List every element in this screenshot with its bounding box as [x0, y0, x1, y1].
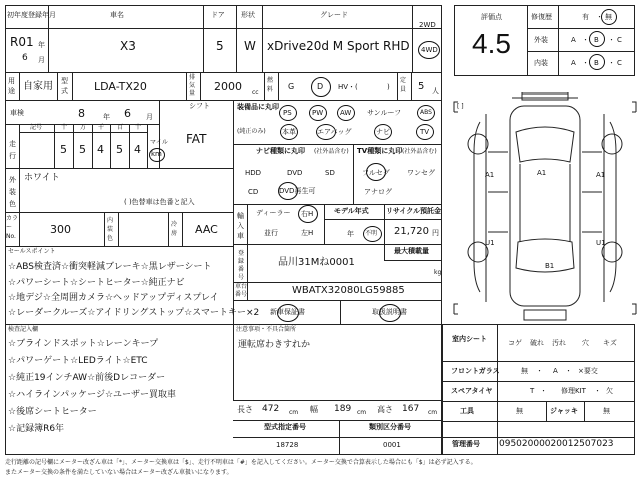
- spare-tire-label: スペアタイヤ: [451, 387, 493, 395]
- height-label: 高さ: [377, 405, 393, 414]
- repair-yes: 有: [582, 13, 589, 21]
- shift-value: FAT: [186, 132, 207, 146]
- sales-line-2: ☆パワーシート☆シートヒーター☆純正ナビ: [8, 278, 185, 288]
- first-reg-label: 初年度登録年月: [7, 11, 56, 19]
- sales-line-4: ☆レーダークルーズ☆アイドリングストップ☆スマートキー×2: [8, 308, 260, 318]
- management-value: 09502000020012507023: [499, 439, 614, 449]
- displacement-label: 排気量: [189, 74, 196, 97]
- drive-4wd: 4WD: [421, 46, 438, 54]
- fuel-label: 燃料: [267, 77, 274, 93]
- first-reg-month: 6: [22, 53, 28, 63]
- import-dealer: ディーラー: [256, 209, 291, 217]
- repair-dot: ・: [596, 13, 603, 21]
- digit-5: 4: [134, 143, 141, 156]
- notes-label: 注意事項・不具合箇所: [236, 326, 297, 333]
- diag-u1-right: U1: [596, 239, 606, 247]
- import-parallel: 並行: [264, 229, 278, 237]
- inspector-line-1: ☆ブラインドスポット☆レーンキープ: [8, 339, 159, 349]
- digit-header-juu: 十: [135, 124, 142, 131]
- int-dot2: ・: [608, 59, 615, 67]
- inspector-label: 検査記入欄: [8, 326, 39, 333]
- diag-a1-left: A1: [485, 171, 495, 179]
- first-reg-month-unit: 月: [38, 56, 45, 64]
- recycle-value: 21,720: [394, 226, 429, 237]
- spare-dot2: ・: [594, 387, 601, 395]
- ext-a: A: [571, 36, 576, 44]
- diag-b1: B1: [545, 262, 555, 270]
- inspection-month-unit: 月: [146, 113, 153, 121]
- diag-a1-right: A1: [596, 171, 606, 179]
- fuel-g: G: [288, 82, 295, 91]
- car-diagram: [452, 92, 638, 324]
- spare-kit: 修理KIT: [561, 387, 586, 395]
- navi-sublabel: (社外品含む): [314, 148, 349, 155]
- equip-navi: ナビ: [376, 128, 390, 136]
- int-label: 内装: [534, 59, 548, 67]
- drive-2wd: 2WD: [419, 21, 436, 29]
- class-no-label: 類別区分番号: [369, 423, 411, 431]
- displacement-unit: cc: [252, 89, 259, 96]
- shape-label: 形状: [241, 11, 255, 19]
- plate-value: 品川31Mね0001: [278, 257, 355, 268]
- footer-line-1: 走行距離の記号欄にメーター改ざん車は「*」、メーター交換車は「$」、走行不明車は「#」を記入してください。メーター交換で合算表示した場合にも「$」は必ず記入する。: [5, 459, 477, 466]
- equip-abs: ABS: [420, 109, 432, 116]
- int-a: A: [571, 59, 576, 67]
- ext-dot1: ・: [582, 36, 589, 44]
- tv-label: TV種類に丸印: [357, 147, 403, 155]
- tools-value: 無: [516, 407, 523, 415]
- length-label: 長さ: [237, 405, 253, 414]
- run-label: 走行: [9, 140, 16, 160]
- spare-t: T: [530, 387, 535, 395]
- equip-tv: TV: [420, 128, 430, 136]
- digit-header-sen: 千: [98, 124, 105, 131]
- capacity-unit: 人: [432, 87, 439, 95]
- width-label: 幅: [310, 405, 318, 414]
- new-warranty: 新車保証書: [270, 308, 305, 316]
- displacement-value: 2000: [214, 80, 242, 93]
- ext-b: B: [594, 36, 599, 44]
- fuel-hv: HV・(: [338, 83, 358, 91]
- glass-dot2: ・: [565, 367, 572, 375]
- equipment-label: 装備品に丸印: [237, 103, 279, 111]
- inspector-line-2: ☆パワーゲート☆LEDライト☆ETC: [8, 356, 148, 366]
- shift-label: シフト: [189, 102, 210, 110]
- seat-scratch: キズ: [603, 339, 617, 347]
- tools-label: 工具: [460, 407, 474, 415]
- vin-value: WBATX32080LG59885: [292, 285, 405, 296]
- inspector-line-6: ☆記録簿R6年: [8, 424, 65, 434]
- seat-tear: 破れ: [530, 339, 544, 347]
- glass-a: A: [553, 367, 558, 375]
- glass-dot1: ・: [536, 367, 543, 375]
- ext-c: C: [617, 36, 622, 44]
- digit-4: 5: [116, 143, 123, 156]
- inspection-month: 6: [124, 107, 131, 120]
- navi-dvd: DVD: [287, 169, 303, 177]
- recycle-unit: 円: [432, 229, 439, 237]
- car-name: X3: [120, 39, 136, 53]
- seat-hole: 穴: [582, 339, 589, 347]
- vin-label: 車台番号: [235, 283, 248, 298]
- use-label: 用途: [8, 77, 15, 95]
- tv-sublabel: (社外品含む): [402, 148, 437, 155]
- manual: 取扱説明書: [372, 308, 407, 316]
- color-no-value: 300: [50, 223, 71, 236]
- ext-label: 外装: [534, 36, 548, 44]
- digit-header-code: 記号: [30, 124, 43, 131]
- management-label: 管理番号: [452, 440, 480, 448]
- inspector-line-4: ☆ハイラインパッケージ☆ユーザー買取車: [8, 390, 177, 400]
- jack-label: ジャッキ: [550, 407, 578, 415]
- sales-point-label: セールスポイント: [8, 248, 56, 255]
- navi-sd: SD: [325, 169, 335, 177]
- digit-1: 5: [60, 143, 67, 156]
- front-glass-label: フロントガラス: [451, 367, 500, 375]
- digit-header-10man: 十: [61, 124, 68, 131]
- capacity-label: 定員: [400, 77, 407, 93]
- exterior-value: ホワイト: [24, 173, 60, 183]
- model-year-unknown: 不明: [365, 230, 378, 237]
- tv-oneseg: ワンセグ: [407, 169, 435, 177]
- int-dot1: ・: [582, 59, 589, 67]
- digit-header-hyaku: 百: [117, 124, 124, 131]
- digit-3: 4: [97, 143, 104, 156]
- plate-label: 登録番号: [238, 250, 245, 281]
- tv-fullseg: フルセグ: [362, 169, 390, 177]
- navi-label: ナビ種類に丸印: [256, 147, 305, 155]
- model-value: LDA-TX20: [94, 80, 147, 93]
- int-c: C: [617, 59, 622, 67]
- model-year-label: モデル年式: [334, 207, 369, 215]
- shape-value: W: [244, 39, 256, 53]
- grade-value: xDrive20d M Sport RHD: [267, 39, 410, 53]
- first-reg-year: R01: [10, 35, 34, 49]
- exterior-label: 外装色: [9, 176, 16, 208]
- int-b: B: [594, 59, 599, 67]
- use-value: 自家用: [23, 81, 53, 92]
- inspection-label: 車検: [10, 109, 24, 117]
- import-right: 右H: [301, 210, 314, 218]
- navi-dvd-play: DVD再生可: [279, 187, 316, 195]
- unit-mile: マイル: [150, 139, 168, 146]
- ext-dot2: ・: [608, 36, 615, 44]
- equip-leather: 本革: [282, 128, 296, 136]
- width-value: 189: [334, 404, 352, 414]
- equip-airbag: エアバッグ: [317, 128, 352, 136]
- width-unit: cm: [357, 409, 367, 416]
- import-left: 左H: [301, 229, 314, 237]
- repair-label: 修復歴: [531, 13, 552, 21]
- ac-label: 冷房: [171, 221, 178, 237]
- color-no-label: カラーNo.: [6, 215, 19, 240]
- sales-line-3: ☆地デジ☆全周囲カメラ☆ヘッドアップディスプレイ: [8, 293, 219, 303]
- interior-seat-label: 室内シート: [452, 335, 487, 343]
- first-reg-unit: 年: [38, 41, 45, 49]
- max-load-label: 最大積載量: [394, 247, 429, 255]
- height-value: 167: [402, 404, 420, 414]
- car-name-label: 車名: [110, 11, 124, 19]
- equip-ps: PS: [283, 109, 292, 117]
- notes-value: 運転席わきすれか: [238, 340, 311, 350]
- exterior-note: ( )色替車は色番と記入: [124, 198, 195, 206]
- tv-analog: アナログ: [364, 188, 392, 196]
- ac-value: AAC: [195, 223, 218, 236]
- navi-hdd: HDD: [245, 169, 262, 177]
- grade-label: グレード: [320, 11, 348, 19]
- seat-burn: コゲ: [508, 339, 522, 347]
- fuel-d: D: [317, 82, 324, 91]
- glass-replace: ×要交: [578, 367, 598, 375]
- equip-pw: PW: [312, 109, 324, 117]
- max-load-unit: kg: [434, 269, 442, 276]
- diag-a1-center: A1: [537, 169, 547, 177]
- door-value: 5: [216, 39, 224, 53]
- score-value: 4.5: [472, 28, 511, 59]
- interior-color-label: 内装色: [107, 217, 114, 242]
- model-label: 型式: [61, 77, 68, 95]
- seat-stain: 汚れ: [552, 339, 566, 347]
- recycle-label: リサイクル預託金: [386, 207, 442, 215]
- type-no-label: 型式指定番号: [264, 423, 306, 431]
- diag-bracket-tl: [ ]: [457, 103, 464, 110]
- inspection-year-unit: 年: [103, 113, 110, 121]
- height-unit: cm: [428, 409, 438, 416]
- spare-missing: 欠: [606, 387, 613, 395]
- sales-line-1: ☆ABS検査済☆衝突軽減ブレーキ☆黒レザーシート: [8, 262, 212, 272]
- inspector-line-5: ☆後席シートヒーター: [8, 407, 97, 417]
- import-label: 輸入車: [237, 212, 244, 240]
- door-label: ドア: [211, 11, 225, 19]
- length-value: 472: [262, 404, 280, 414]
- navi-cd: CD: [248, 188, 259, 196]
- score-label: 評価点: [481, 13, 502, 21]
- inspector-line-3: ☆純正19インチAW☆前後Dレコーダー: [8, 373, 166, 383]
- digit-header-man: 万: [80, 124, 87, 131]
- repair-no: 無: [605, 13, 612, 21]
- fuel-hv-close: ): [387, 83, 390, 91]
- class-no-value: 0001: [383, 441, 401, 449]
- digit-2: 5: [79, 143, 86, 156]
- inspection-year: 8: [78, 107, 85, 120]
- equip-sunroof: サンルーフ: [367, 109, 402, 117]
- equipment-sublabel: (純正のみ): [237, 128, 266, 135]
- glass-none: 無: [521, 367, 528, 375]
- jack-value: 無: [603, 407, 610, 415]
- length-unit: cm: [289, 409, 299, 416]
- capacity-value: 5: [418, 81, 425, 92]
- model-year-unit: 年: [347, 230, 354, 238]
- diag-u1-left: U1: [485, 239, 495, 247]
- type-no-value: 18728: [276, 441, 299, 449]
- spare-dot1: ・: [540, 387, 547, 395]
- unit-km: km: [151, 150, 162, 158]
- equip-aw: AW: [340, 109, 352, 117]
- footer-line-2: またメーター交換の条件を満たしていない場合はメーター改ざん車扱いになります。: [5, 469, 233, 476]
